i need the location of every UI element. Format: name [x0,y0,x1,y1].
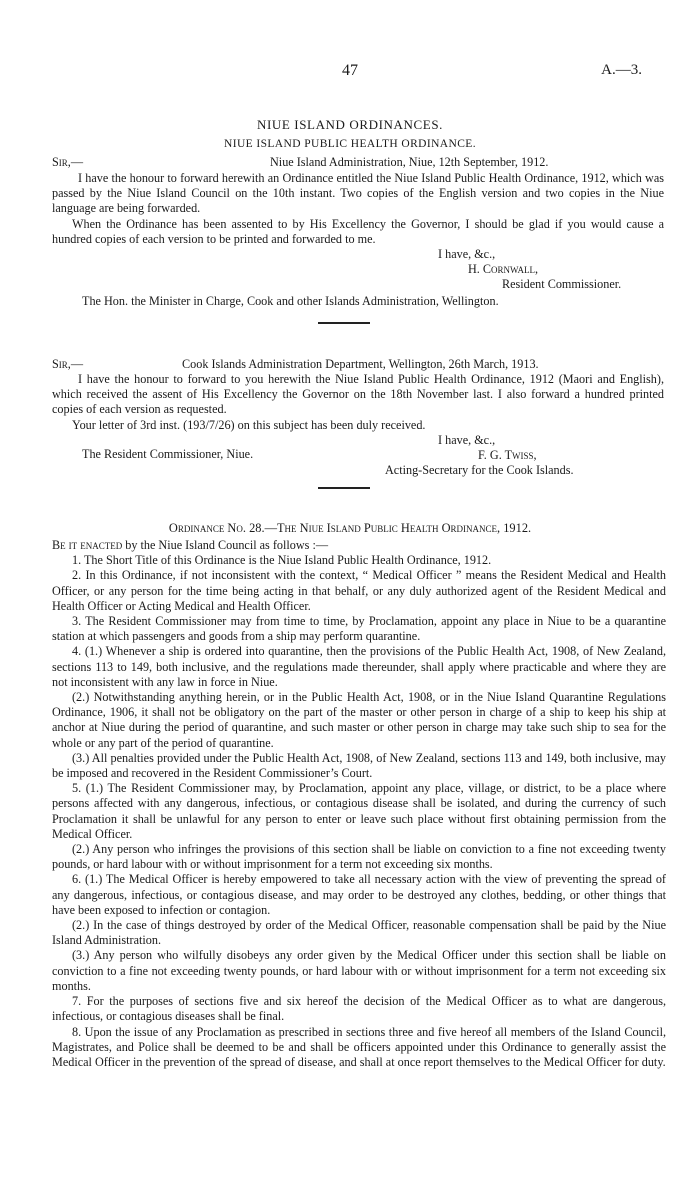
letter1-paragraph: When the Ordinance has been assented to by His Excellency the Governor, I should be glad if you would cause a hundred copies of each version to be printed and forwarded to me. [52,216,664,246]
letter1-signature: H. Cornwall, [468,262,539,276]
letter1-salutation: Sir,— [52,155,84,169]
section-6-3: (3.) Any person who wilfully disobeys any order given by the Medical Officer under this section shall be liable on conviction to a fine not exceeding twenty pounds, or hard labour with or without imprisonment for a term not exceeding six months. [52,948,666,993]
letter1-signatory-title: Resident Commissioner. [502,277,622,291]
letter1-addressee: The Hon. the Minister in Charge, Cook and other Islands Administration, Wellington. [82,294,499,308]
section-divider [318,487,370,489]
section-4-3: (3.) All penalties provided under the Public Health Act, 1908, of New Zealand, sections 113 and 149, both inclusive, may be imposed and recovered in the Resident Commissioner’s Court. [52,750,666,781]
letter1-place-date: Niue Island Administration, Niue, 12th September, 1912. [270,155,549,169]
letter1-closing: I have, &c., [438,247,496,261]
letter2-signature: F. G. Twiss, [478,448,537,462]
section-5-2: (2.) Any person who infringes the provisions of this section shall be liable on conviction to a fine not exceeding twenty pounds, or hard labour with or without imprisonment for a term not exceeding six months. [52,842,666,872]
section-7: 7. For the purposes of sections five and six hereof the decision of the Medical Officer as to what are dangerous, infectious, or contagious diseases shall be final. [52,994,666,1024]
letter2-signatory-title: Acting-Secretary for the Cook Islands. [385,463,574,477]
section-6-2: (2.) In the case of things destroyed by order of the Medical Officer, reasonable compensation shall be paid by the Niue Island Administration. [52,918,666,948]
section-3: 3. The Resident Commissioner may from time to time, by Proclamation, appoint any place in Niue to be a quarantine station at which passengers and goods from a ship may perform quarantine. [52,614,666,644]
letter2-place-date: Cook Islands Administration Department, Wellington, 26th March, 1913. [182,357,539,371]
letter2-salutation: Sir,— [52,357,84,371]
letter2-paragraph: I have the honour to forward to you herewith the Niue Island Public Health Ordinance, 1912 (Maori and English), which received the assent of His Excellency the Governor on the 18th November last. I also forward a hundred printed copies of each version as requested. [52,372,664,417]
section-6-1: 6. (1.) The Medical Officer is hereby empowered to take all necessary action with the view of preventing the spread of any dangerous, infectious, or contagious disease, and may order to be destroyed any clothes, bedding, or other things that have been exposed to infection or contagion. [52,872,666,917]
section-1: 1. The Short Title of this Ordinance is the Niue Island Public Health Ordinance, 1912. [72,553,492,568]
section-4-1: 4. (1.) Whenever a ship is ordered into quarantine, then the provisions of the Public Health Act, 1908, of New Zealand, sections 113 to 149, both inclusive, and the regulations made thereunder, shall apply where practicable and where they are not inconsistent with any law in force in Niue. [52,644,666,689]
sub-heading: NIUE ISLAND PUBLIC HEALTH ORDINANCE. [224,138,476,150]
letter2-body [52,372,664,433]
page-number: 47 [342,62,358,79]
page-reference: A.—3. [601,62,642,78]
section-2: 2. In this Ordinance, if not inconsistent with the context, “ Medical Officer ” means the Resident Medical and Health Officer, or any person for the time being acting in that behalf, or any duly authorized agent of the Resident Medical and Health Officer or Acting Medical and Health Officer. [52,568,666,613]
ordinance-title: Ordinance No. 28.—The Niue Island Public Health Ordinance, 1912. [168,521,532,535]
letter2-closing: I have, &c., [438,433,496,447]
section-divider [318,322,370,324]
section-4-2: (2.) Notwithstanding anything herein, or in the Public Health Act, 1908, or in the Niue Island Quarantine Regulations Ordinance, 1906, it shall not be obligatory on the part of the master or other person in charge of a ship to keep his ship at anchor at Niue during the period of quarantine, and such master or other person in charge may take such ship to sea for the whole or any part of the period of quarantine. [52,690,666,750]
letter1-paragraph: I have the honour to forward herewith an Ordinance entitled the Niue Island Public Health Ordinance, 1912, which was passed by the Niue Island Council on the 10th instant. Two copies of the English version and two copies in the Niue language are being forwarded. [52,171,664,216]
letter2-paragraph: Your letter of 3rd inst. (193/7/26) on this subject has been duly received. [72,417,426,432]
ordinance-body [52,538,666,1070]
letter2-addressee: The Resident Commissioner, Niue. [82,447,254,461]
enacting-clause: Be it enacted by the Niue Island Council as follows :— [52,538,329,552]
letter1-body [52,171,664,247]
section-8: 8. Upon the issue of any Proclamation as prescribed in sections three and five hereof all members of the Island Council, Magistrates, and Police shall be deemed to be and shall be officers appointed under this Ordinance to generally assist the Medical Officer in the prevention of the spread of disease, and shall at once report themselves to the Medical Officer for duty. [52,1024,666,1069]
section-5-1: 5. (1.) The Resident Commissioner may, by Proclamation, appoint any place, village, or district, to be a place where persons affected with any dangerous, infectious, or contagious disease shall be isolated, and during the currency of such Proclamation it shall be unlawful for any person to enter or leave such place without first obtaining permission from the Medical Officer. [52,781,666,841]
main-heading: NIUE ISLAND ORDINANCES. [256,117,444,132]
